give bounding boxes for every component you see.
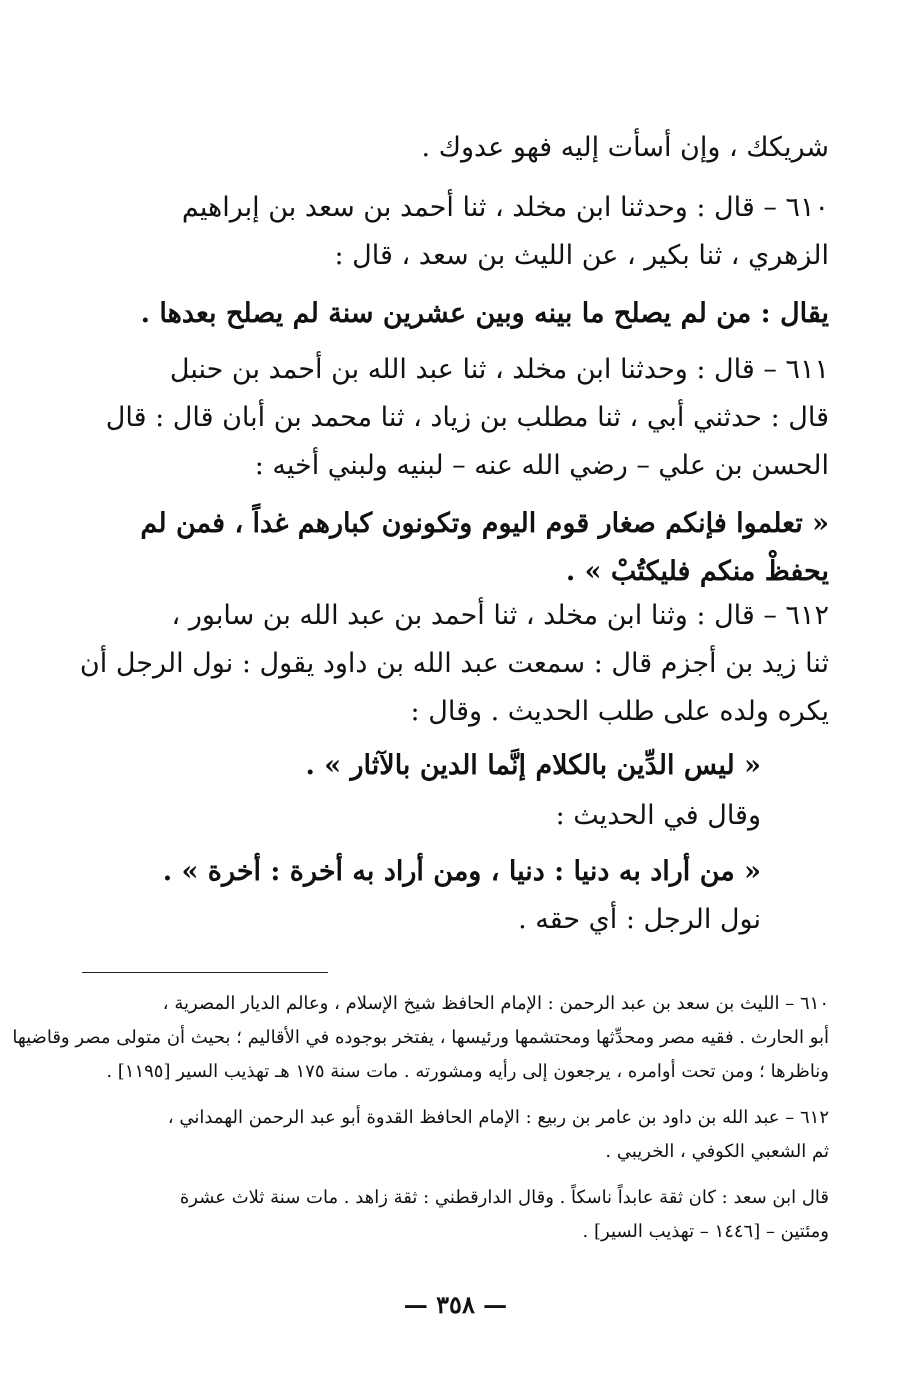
quote-line-2: « تعلموا فإنكم صغار قوم اليوم وتكونون كبارهم غداً ، فمن لم (140, 508, 829, 539)
footnote-612-line-2: ثم الشعبي الكوفي ، الخريبي . (605, 1141, 829, 1162)
text-line-14: وقال في الحديث : (555, 800, 761, 831)
footnote-divider (82, 972, 328, 973)
quote-line-4: « ليس الدِّين بالكلام إنَّما الدين بالآثار » . (305, 750, 761, 781)
text-line-3: الزهري ، ثنا بكير ، عن الليث بن سعد ، قال : (334, 240, 829, 271)
footnote-612-line-3: قال ابن سعد : كان ثقة عابداً ناسكاً . وقال الدارقطني : ثقة زاهد . مات سنة ثلاث عشرة (179, 1187, 829, 1208)
text-line-16: نول الرجل : أي حقه . (518, 904, 761, 935)
footnote-610-line-2: أبو الحارث . فقيه مصر ومحدِّثها ومحتشمها ورئيسها ، يفتخر بوجوده في الأقاليم ؛ بحيث أن متولى مصر وقاضيها (12, 1027, 829, 1048)
quote-line-3: يحفظْ منكم فليكتُبْ » . (565, 556, 829, 587)
text-line-1: شريكك ، وإن أسأت إليه فهو عدوك . (421, 132, 829, 163)
text-line-610: ٦١٠ – قال : وحدثنا ابن مخلد ، ثنا أحمد بن سعد بن إبراهيم (181, 192, 829, 223)
text-line-7: الحسن بن علي – رضي الله عنه – لبنيه ولبني أخيه : (254, 450, 829, 481)
text-line-612: ٦١٢ – قال : وثنا ابن مخلد ، ثنا أحمد بن عبد الله بن سابور ، (171, 600, 829, 631)
footnote-610-line-1: ٦١٠ – الليث بن سعد بن عبد الرحمن : الإمام الحافظ شيخ الإسلام ، وعالم الديار المصرية ، (162, 993, 829, 1014)
text-line-11: ثنا زيد بن أجزم قال : سمعت عبد الله بن داود يقول : نول الرجل أن (79, 648, 829, 679)
text-line-611: ٦١١ – قال : وحدثنا ابن مخلد ، ثنا عبد الله بن أحمد بن حنبل (169, 354, 829, 385)
page-number: — ٣٥٨ — (403, 1290, 508, 1319)
footnote-612-line-4: ومئتين – [١٤٤٦ – تهذيب السير] . (582, 1221, 829, 1242)
text-line-12: يكره ولده على طلب الحديث . وقال : (410, 696, 829, 727)
text-line-6: قال : حدثني أبي ، ثنا مطلب بن زياد ، ثنا محمد بن أبان قال : قال (105, 402, 829, 433)
quote-line-5: « من أراد به دنيا : دنيا ، ومن أراد به أخرة : أخرة » . (162, 856, 761, 887)
quote-line-1: يقال : من لم يصلح ما بينه وبين عشرين سنة لم يصلح بعدها . (140, 298, 829, 329)
footnote-610-line-3: وناظرها ؛ ومن تحت أوامره ، يرجعون إلى رأيه ومشورته . مات سنة ١٧٥ هـ تهذيب السير [١١٩٥] . (106, 1061, 829, 1082)
footnote-612-line-1: ٦١٢ – عبد الله بن داود بن عامر بن ربيع : الإمام الحافظ القدوة أبو عبد الرحمن الهمداني ، (167, 1107, 829, 1128)
